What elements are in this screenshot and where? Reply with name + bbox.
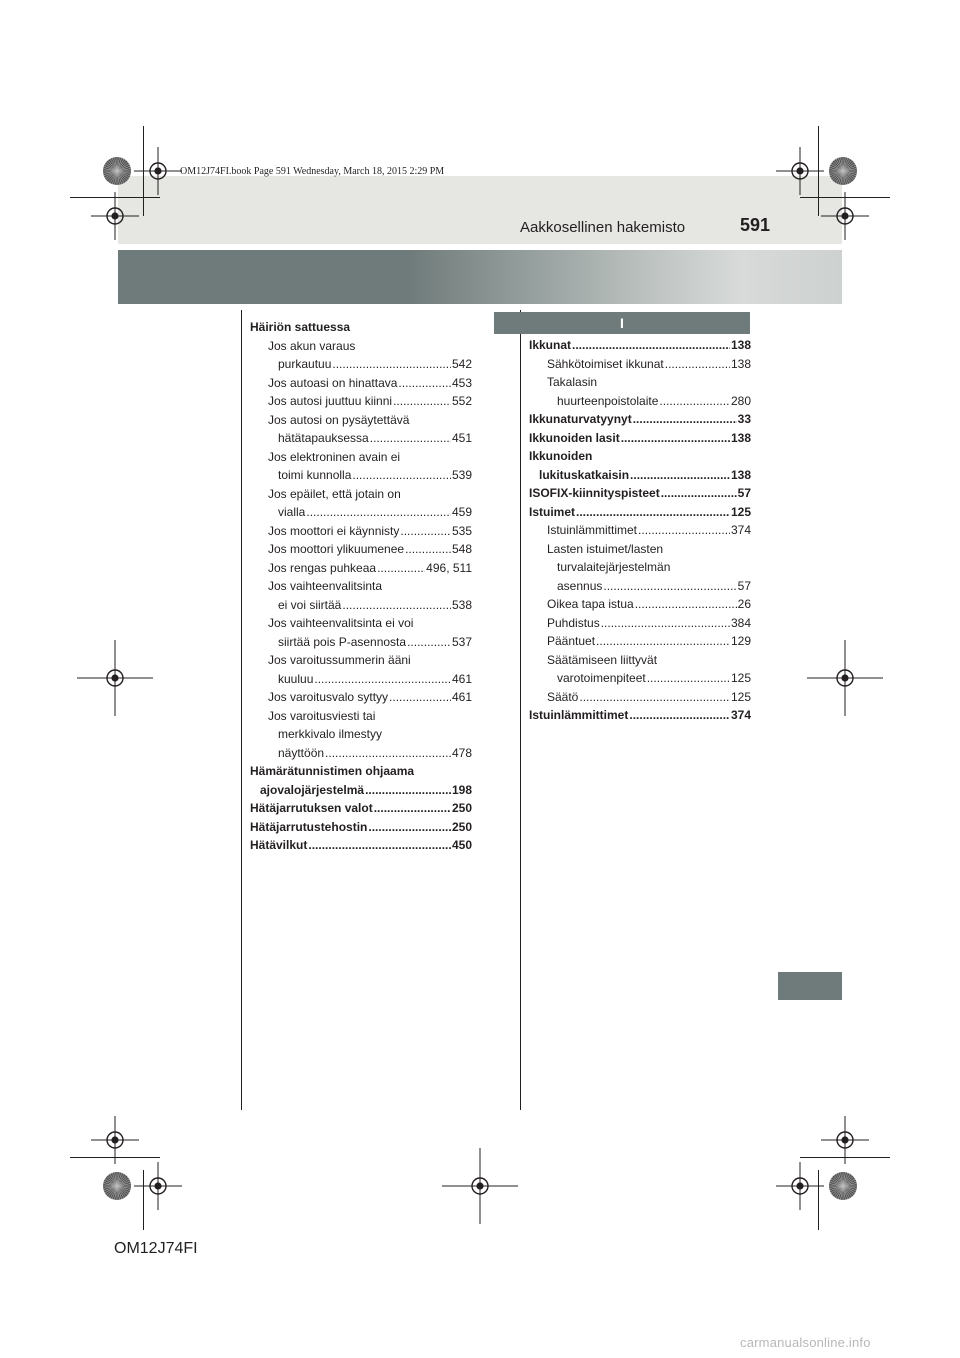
index-entry xyxy=(529,503,751,522)
index-entry-page: 537 xyxy=(451,634,472,649)
dot-leader xyxy=(665,355,730,374)
dot-leader xyxy=(659,392,730,411)
dot-leader xyxy=(633,410,737,429)
dot-leader xyxy=(630,466,730,485)
index-entry-page: 280 xyxy=(730,393,751,408)
index-entry-page: 461 xyxy=(451,690,472,704)
section-tab xyxy=(778,972,842,1000)
index-entry-text: Jos varoitusvalo syttyy xyxy=(268,690,389,704)
dot-leader xyxy=(603,577,736,596)
crosshair-mark xyxy=(776,147,824,195)
index-entry-text: toimi kunnolla xyxy=(278,468,352,482)
dot-leader xyxy=(377,559,425,578)
starburst-mark xyxy=(102,1171,132,1201)
index-entry-page: 552 xyxy=(451,394,472,408)
dot-leader xyxy=(647,669,730,688)
index-entry xyxy=(250,392,472,411)
index-entry-page: 138 xyxy=(730,430,751,445)
index-entry-page: 250 xyxy=(451,801,472,815)
dot-leader xyxy=(393,392,451,411)
crosshair-mark xyxy=(134,147,182,195)
index-entry xyxy=(529,614,751,633)
crosshair-mark xyxy=(91,192,139,240)
footer-code: OM12J74FI xyxy=(114,1240,198,1257)
index-entry-text: Hämärätunnistimen ohjaama xyxy=(250,764,415,778)
index-entry-text: Jos moottori ei käynnisty xyxy=(268,523,400,538)
index-entry xyxy=(250,707,472,763)
dot-leader xyxy=(325,744,451,763)
index-entry-text: Ikkunat xyxy=(529,338,572,352)
crosshair-mark xyxy=(807,640,883,716)
dot-leader xyxy=(635,595,737,614)
dot-leader xyxy=(365,781,451,800)
index-entry-text: turvalaitejärjestelmän xyxy=(557,560,671,574)
index-entry-text: Hätäjarrutustehostin xyxy=(250,819,368,834)
dot-leader xyxy=(579,688,730,707)
index-entry-page: 539 xyxy=(451,468,472,482)
index-entry xyxy=(250,318,472,337)
left-index-column xyxy=(250,318,472,855)
starburst-mark xyxy=(102,156,132,186)
index-entry xyxy=(529,595,751,614)
index-entry-page: 535 xyxy=(451,523,472,538)
crosshair-mark xyxy=(91,1116,139,1164)
index-entry-page: 57 xyxy=(737,578,751,593)
index-entry-text: Sähkötoimiset ikkunat xyxy=(547,356,664,371)
dot-leader xyxy=(638,521,730,540)
dot-leader xyxy=(407,633,451,652)
index-entry-text: Jos rengas puhkeaa xyxy=(268,560,377,575)
index-entry-page: 125 xyxy=(730,504,751,519)
crosshair-mark xyxy=(134,1162,182,1210)
dot-leader xyxy=(576,503,730,522)
crosshair-mark xyxy=(821,192,869,240)
index-entry-page: 250 xyxy=(451,819,472,834)
index-entry-page: 374 xyxy=(730,523,751,537)
header-bar xyxy=(118,250,842,304)
index-entry xyxy=(250,614,472,651)
index-entry-text: merkkivalo ilmestyy xyxy=(278,727,383,741)
starburst-mark xyxy=(828,156,858,186)
index-entry-page: 26 xyxy=(737,597,751,611)
index-entry-text: Takalasin xyxy=(547,375,598,389)
index-entry-text: asennus xyxy=(557,578,603,593)
dot-leader xyxy=(352,466,451,485)
dot-leader xyxy=(621,429,730,448)
crosshair-mark xyxy=(442,1148,518,1224)
index-entry-text: Säätämiseen liittyvät xyxy=(547,652,658,667)
index-entry xyxy=(250,836,472,855)
header-band xyxy=(118,176,842,244)
dot-leader xyxy=(405,540,451,559)
index-entry xyxy=(250,762,472,799)
dot-leader xyxy=(374,799,451,818)
index-entry-text: Jos autoasi on hinattava xyxy=(268,375,398,390)
index-entry-text: Ikkunoiden xyxy=(529,449,593,463)
index-entry-text: huurteenpoistolaite xyxy=(557,393,659,408)
index-entry xyxy=(250,559,472,578)
index-entry xyxy=(250,577,472,614)
page-number: 591 xyxy=(740,215,771,235)
index-entry xyxy=(529,447,751,484)
index-entry-text: Jos akun varaus xyxy=(268,338,356,353)
index-entry-page: 374 xyxy=(730,708,751,722)
dot-leader xyxy=(572,336,730,355)
dot-leader xyxy=(400,522,451,541)
dot-leader xyxy=(308,836,451,855)
index-entry-text: kuuluu xyxy=(278,671,314,686)
dot-leader xyxy=(389,688,451,707)
index-entry-text: varotoimenpiteet xyxy=(557,671,646,685)
dot-leader xyxy=(314,670,451,689)
index-entry-text: Jos autosi juuttuu kiinni xyxy=(268,394,393,408)
index-entry-text: Istuimet xyxy=(529,504,576,519)
left-column-rule xyxy=(241,310,242,1110)
index-entry-page: 542 xyxy=(451,357,472,371)
index-entry-page: 125 xyxy=(730,689,751,704)
index-entry-text: Pääntuet xyxy=(547,634,596,648)
index-entry xyxy=(250,799,472,818)
index-entry xyxy=(529,373,751,410)
dot-leader xyxy=(629,706,730,725)
index-entry xyxy=(529,632,751,651)
watermark: carmanualsonline.info xyxy=(740,1335,871,1350)
index-entry-text: Ikkunoiden lasit xyxy=(529,430,620,445)
page-title: Aakkosellinen hakemisto xyxy=(520,219,686,236)
index-entry-text: Jos vaihteenvalitsinta xyxy=(268,579,383,593)
index-entry xyxy=(250,337,472,374)
index-entry-text: Jos autosi on pysäytettävä xyxy=(268,412,410,427)
index-entry-text: Hätävilkut xyxy=(250,838,308,852)
index-entry-page: 453 xyxy=(451,375,472,390)
index-entry-text: vialla xyxy=(278,505,306,519)
index-entry xyxy=(529,688,751,707)
index-entry-text: ISOFIX-kiinnityspisteet xyxy=(529,486,660,500)
index-entry-text: siirtää pois P-asennosta xyxy=(278,634,407,649)
index-entry-text: Ikkunaturvatyynyt xyxy=(529,412,632,426)
book-info: OM12J74FI.book Page 591 Wednesday, March 18, 2015 2:29 PM xyxy=(180,166,445,177)
index-entry-text: Oikea tapa istua xyxy=(547,597,634,611)
index-entry xyxy=(529,484,751,503)
letter-heading: I xyxy=(494,312,750,334)
dot-leader xyxy=(368,818,451,837)
index-entry-text: Jos elektroninen avain ei xyxy=(268,449,401,464)
index-entry xyxy=(529,521,751,540)
index-entry xyxy=(250,651,472,688)
dot-leader xyxy=(661,484,737,503)
index-entry-page: 478 xyxy=(451,745,472,760)
index-entry xyxy=(250,818,472,837)
index-entry-text: Jos moottori ylikuumenee xyxy=(268,542,405,556)
index-entry-page: 459 xyxy=(451,505,472,519)
index-entry-page: 138 xyxy=(730,338,751,352)
crosshair-mark xyxy=(77,640,153,716)
index-entry xyxy=(529,540,751,596)
index-entry-text: Istuinlämmittimet xyxy=(529,708,629,722)
index-entry-page: 496, 511 xyxy=(426,560,472,575)
index-entry xyxy=(250,688,472,707)
index-entry-text: näyttöön xyxy=(278,745,325,760)
index-entry-page: 548 xyxy=(451,542,472,556)
index-entry-page: 384 xyxy=(730,615,751,630)
index-entry-text: ajovalojärjestelmä xyxy=(260,782,365,797)
center-column-rule xyxy=(520,310,521,1110)
dot-leader xyxy=(596,632,730,651)
index-entry xyxy=(250,540,472,559)
index-entry xyxy=(529,429,751,448)
index-entry-text: Säätö xyxy=(547,689,579,704)
index-entry-text: Jos epäilet, että jotain on xyxy=(268,486,401,501)
index-entry-page: 138 xyxy=(730,356,751,371)
index-entry-text: lukituskatkaisin xyxy=(539,467,630,482)
index-entry xyxy=(529,651,751,688)
crosshair-mark xyxy=(821,1116,869,1164)
index-entry-page: 538 xyxy=(451,597,472,612)
dot-leader xyxy=(342,596,451,615)
index-entry-page: 33 xyxy=(737,412,751,426)
index-entry-page: 57 xyxy=(737,486,751,500)
index-entry-text: Lasten istuimet/lasten xyxy=(547,541,664,556)
dot-leader xyxy=(370,429,451,448)
index-entry xyxy=(529,706,751,725)
index-entry-text: Häiriön sattuessa xyxy=(250,320,351,334)
index-entry-page: 450 xyxy=(451,838,472,852)
index-entry-text: purkautuu xyxy=(278,357,332,371)
index-entry-page: 198 xyxy=(451,782,472,797)
right-index-column xyxy=(529,336,751,725)
index-entry xyxy=(529,336,751,355)
index-entry-text: Jos varoitusviesti tai xyxy=(268,708,376,723)
crosshair-mark xyxy=(776,1162,824,1210)
index-entry xyxy=(529,355,751,374)
index-entry xyxy=(250,485,472,522)
dot-leader xyxy=(601,614,730,633)
dot-leader xyxy=(398,374,451,393)
dot-leader xyxy=(332,355,451,374)
index-entry-text: hätätapauksessa xyxy=(278,431,369,445)
index-entry xyxy=(250,448,472,485)
index-entry xyxy=(250,522,472,541)
index-entry-text: Jos vaihteenvalitsinta ei voi xyxy=(268,616,414,630)
dot-leader xyxy=(306,503,451,522)
index-entry-text: Hätäjarrutuksen valot xyxy=(250,801,373,815)
index-entry-text: Jos varoitussummerin ääni xyxy=(268,653,411,667)
index-entry xyxy=(529,410,751,429)
index-entry-page: 129 xyxy=(730,634,751,648)
index-entry xyxy=(250,374,472,393)
index-entry xyxy=(250,411,472,448)
index-entry-page: 451 xyxy=(451,431,472,445)
starburst-mark xyxy=(828,1171,858,1201)
index-entry-text: ei voi siirtää xyxy=(278,597,342,612)
index-entry-page: 461 xyxy=(451,671,472,686)
index-entry-page: 125 xyxy=(730,671,751,685)
index-entry-text: Puhdistus xyxy=(547,615,600,630)
index-entry-text: Istuinlämmittimet xyxy=(547,523,638,537)
index-entry-page: 138 xyxy=(730,467,751,482)
